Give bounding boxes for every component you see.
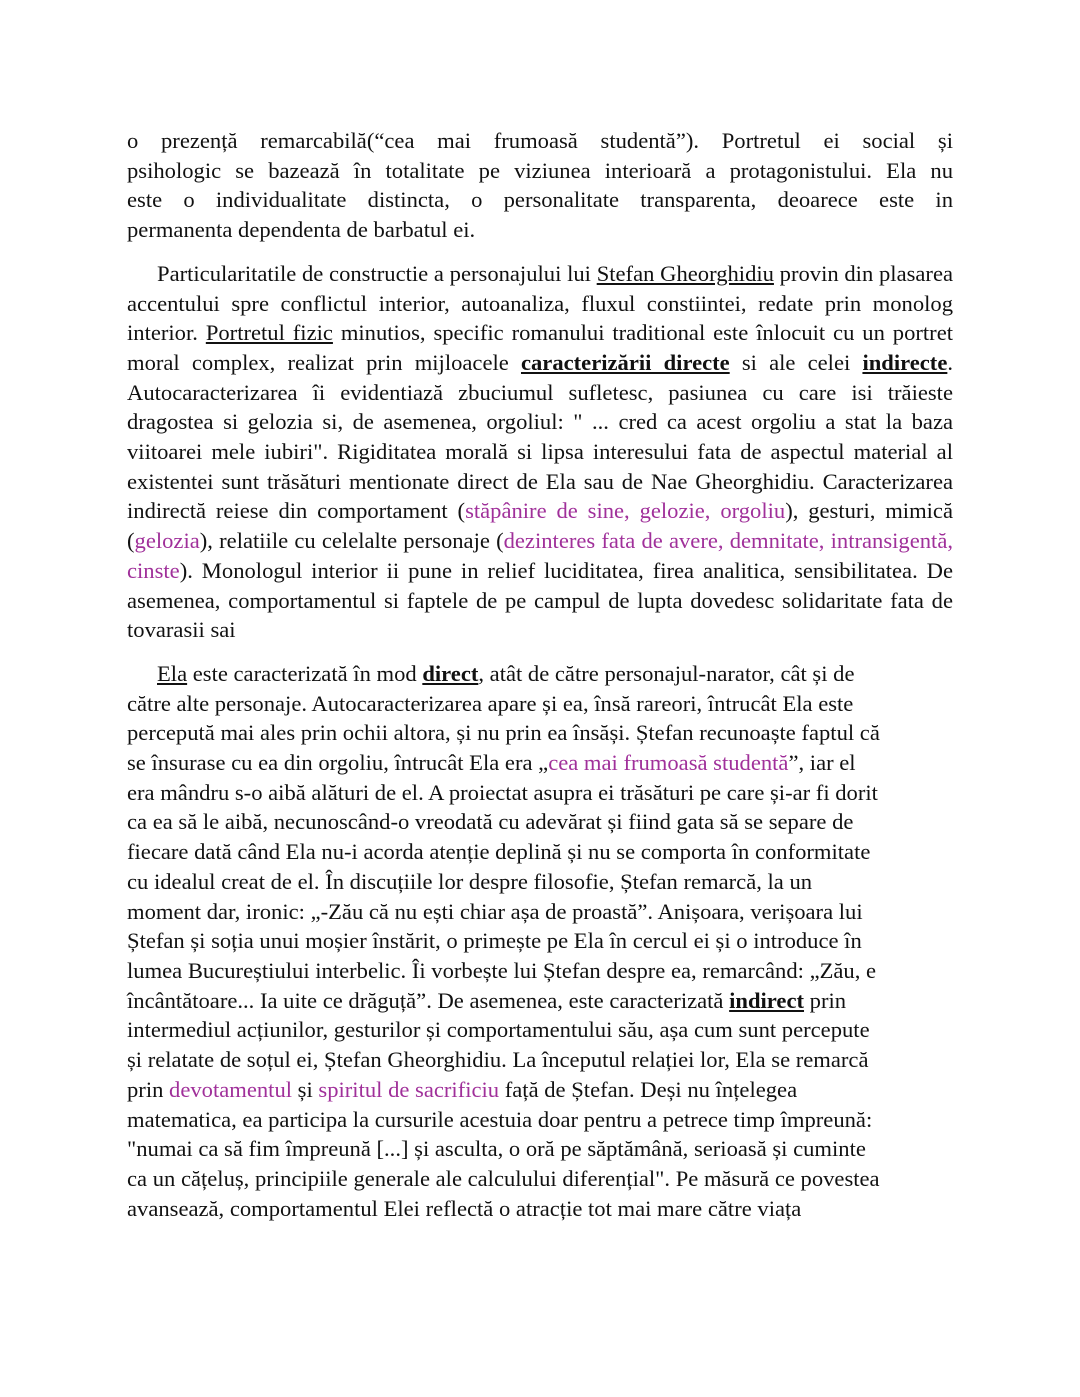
bold-indirecte: indirecte: [862, 349, 948, 375]
text-run: , atât de către personajul-narator, cât și de: [478, 660, 855, 686]
text-line: fiecare dată când Ela nu-i acorda atenție deplină și nu se comporta în conformitate: [127, 839, 871, 865]
text-line: lumea Bucureștiului interbelic. Îi vorbește lui Ștefan despre ea, remarcând: „Zău, e: [127, 957, 877, 983]
text-line: ca ea să le aibă, necunoscând-o vreodată cu adevărat și fiind gata să se separe de: [127, 809, 854, 835]
bold-indirect: indirect: [729, 987, 805, 1013]
text-line: psihologic se bazează în totalitate pe viziunea interioară a protagonistului. Ela nu: [127, 157, 953, 183]
text-run: minutios, specific romanului traditional este înlocuit cu un portret moral complex, realizat prin mijloacele: [127, 320, 953, 375]
underlined-portretul-fizic: Portretul fizic: [205, 320, 333, 346]
bold-caracterizarii-directe: caracterizării directe: [520, 349, 730, 375]
text-run: prin: [804, 987, 847, 1013]
text-line: cu idealul creat de el. În discuțiile lor despre filosofie, Ștefan remarcă, la un: [127, 868, 813, 894]
text-line: și relatate de soțul ei, Ștefan Gheorghidiu. La începutul relației lor, Ela se remarcă: [127, 1047, 869, 1073]
text-line: permanenta dependenta de barbatul ei.: [127, 217, 476, 243]
text-run: față de Ștefan. Deși nu înțelegea: [499, 1076, 798, 1102]
text-line: matematica, ea participa la cursurile acestuia doar pentru a petrece timp împreună:: [127, 1106, 873, 1132]
text-line: ca un cățeluș, principiile generale ale calculului diferențial". Pe măsură ce povestea: [127, 1165, 880, 1191]
document-body: [127, 126, 953, 1223]
text-line: este o individualitate distincta, o personalitate transparenta, deoarece este in: [127, 187, 953, 213]
text-line: era mândru s-o aibă alături de el. A proiectat asupra ei trăsături pe care și-ar fi dorit: [127, 779, 878, 805]
underlined-stefan-gheorghidiu: Stefan Gheorghidiu: [596, 260, 774, 286]
text-run: provin din plasarea accentului spre conflictul interior, autoanaliza, fluxul constiintei, redate prin monolog interior.: [127, 260, 953, 346]
text-line: percepută mai ales prin ochii altora, și nu prin ea însăși. Ștefan recunoaște faptul că: [127, 720, 880, 746]
text-run: ), relatiile cu celelalte personaje (: [199, 528, 504, 554]
text-run: ), gesturi, mimică (: [127, 498, 953, 554]
text-run: ). Monologul interior ii pune in relief luciditatea, firea analitica, sensibilitatea. De asemenea, comportamentul si faptele de pe campul de lupta dovedesc solidaritate fata de tovarasii sai: [127, 557, 953, 643]
text-line: [127, 1075, 953, 1105]
text-run: este caracterizată în mod: [187, 660, 423, 686]
text-line: Ștefan și soția unui moșier înstărit, o primește pe Ela în cercul ei și o introduce în: [127, 928, 862, 954]
text-line: avansează, comportamentul Elei reflectă o atracție tot mai mare către viața: [127, 1195, 802, 1221]
text-run: se însurase cu ea din orgoliu, întrucât Ela era „: [127, 750, 549, 776]
text-run: Particularitatile de constructie a personajului lui: [157, 260, 597, 286]
highlight-stapanire-de-sine: stăpânire de sine, gelozie, orgoliu: [465, 498, 786, 524]
bold-direct: direct: [422, 660, 479, 686]
text-run: și: [292, 1076, 319, 1102]
text-line: intermediul acțiunilor, gesturilor și comportamentului său, așa cum sunt percepute: [127, 1017, 870, 1043]
text-run: si ale celei: [729, 349, 863, 375]
underlined-ela: Ela: [157, 660, 188, 686]
highlight-devotamentul: devotamentul: [169, 1076, 293, 1102]
text-line: către alte personaje. Autocaracterizarea apare și ea, însă rareori, întrucât Ela este: [127, 690, 854, 716]
paragraph-ela-characterization: [127, 659, 953, 1223]
text-run: . Autocaracterizarea îi evidentiază zbuciumul sufletesc, pasiunea cu care isi trăieste dragostea si gelozia si, de asemenea, orgoliul: " ... cred ca acest orgoliu a stat la baza viitoarei mele iubiri". Rigiditatea morală si lipsa interesului fata de aspectul material al existentei sunt trăsături mentionate direct de Ela sau de Nae Gheorghidiu. Caracterizarea indirectă reiese din comportament (: [127, 349, 954, 524]
text-run: prin: [127, 1076, 170, 1102]
text-line: moment dar, ironic: „-Zău că nu ești chiar așa de proastă”. Anișoara, verișoara lui: [127, 898, 863, 924]
text-line: [127, 986, 953, 1016]
highlight-gelozia: gelozia: [134, 528, 200, 554]
text-run: încântătoare... Ia uite ce drăguță”. De asemenea, este caracterizată: [127, 987, 730, 1013]
highlight-dezinteres: dezinteres fata de avere, demnitate, intransigentă, cinste: [127, 528, 954, 583]
text-run: ”, iar el: [788, 750, 856, 776]
highlight-spiritul-de-sacrificiu: spiritul de sacrificiu: [318, 1076, 500, 1102]
highlight-cea-mai-frumoasa-studenta: cea mai frumoasă studentă: [548, 750, 789, 776]
text-line: o prezență remarcabilă(“cea mai frumoasă studentă”). Portretul ei social și: [127, 128, 953, 153]
paragraph-stefan-construction: [127, 259, 953, 645]
text-line: [127, 748, 953, 778]
text-line: [127, 659, 953, 689]
text-line: "numai ca să fim împreună [...] și asculta, o oră pe săptămână, serioasă și cuminte: [127, 1136, 866, 1162]
paragraph-ela-portrait: [127, 126, 953, 245]
